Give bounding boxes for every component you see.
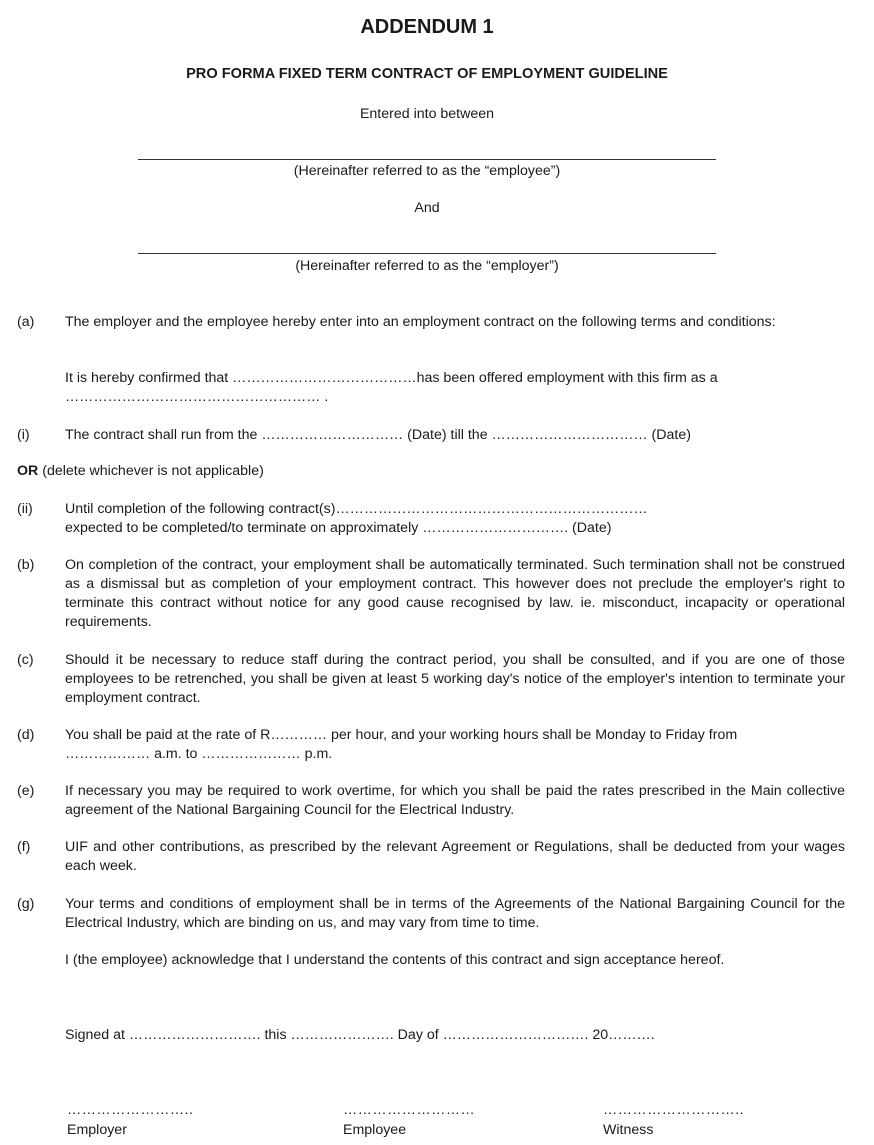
employee-signature-label: Employee [343,1122,407,1138]
employee-name-line[interactable] [138,159,716,160]
or-note-text: (delete whichever is not applicable) [38,463,264,479]
clause-b-label: (b) [17,557,35,573]
document-subtitle: PRO FORMA FIXED TERM CONTRACT OF EMPLOYMENT GUIDELINE [186,66,668,82]
clause-ii-text-1: Until completion of the following contract(s)………………………………………………………… [65,501,648,517]
clause-e-label: (e) [17,783,35,799]
clause-a-text: The employer and the employee hereby enter into an employment contract on the following terms and conditions: [65,314,776,330]
clause-d-text-1: You shall be paid at the rate of R………… per hour, and your working hours shall be Monday to Friday from [65,727,738,743]
employee-signature-line[interactable]: ……………………… [343,1102,476,1118]
witness-signature-label: Witness [603,1122,654,1138]
document-title: ADDENDUM 1 [360,16,494,38]
clause-g-label: (g) [17,896,35,912]
acknowledgement-text: I (the employee) acknowledge that I understand the contents of this contract and sign acceptance hereof. [65,952,725,968]
clause-d-text-2: ……………… a.m. to ………………… p.m. [65,746,333,762]
clause-c-label: (c) [17,652,34,668]
or-note [17,462,264,481]
witness-signature-line[interactable]: ……………………….. [603,1102,745,1118]
clause-d-label: (d) [17,727,35,743]
clause-a-position-line: ……………………………………………… . [65,389,329,405]
clause-f-text: UIF and other contributions, as prescribed by the relevant Agreement or Regulations, shall be deducted from your wages each week. [65,839,845,874]
clause-ii-text-2: expected to be completed/to terminate on approximately …………………………. (Date) [65,520,612,536]
employer-reference: (Hereinafter referred to as the “employer”) [295,258,559,274]
clause-a-confirm-line: It is hereby confirmed that …………………………………has been offered employment with this firm as a [65,370,718,386]
clause-i-label: (i) [17,427,30,443]
employer-signature-line[interactable]: …………………….. [67,1102,194,1118]
clause-i-text: The contract shall run from the ………………………… (Date) till the …………………………… (Date) [65,427,691,443]
clause-f-label: (f) [17,839,31,855]
entered-into-text: Entered into between [359,106,495,122]
signed-at-line: Signed at ………………………. this …………………. Day of …………………………. 20………. [65,1027,655,1043]
employer-name-line[interactable] [138,253,716,254]
or-bold: OR [17,463,39,479]
employee-reference: (Hereinafter referred to as the “employee”) [293,163,561,179]
clause-c-text: Should it be necessary to reduce staff during the contract period, you shall be consulted, and if you are one of those employees to be retrenched, you shall be given at least 5 working day's notice of the employer's intention to terminate your employment contract. [65,652,845,706]
clause-a-label: (a) [17,314,35,330]
and-text: And [414,200,440,216]
clause-ii-label: (ii) [17,501,33,517]
clause-e-text: If necessary you may be required to work overtime, for which you shall be paid the rates prescribed in the Main collective agreement of the National Bargaining Council for the Electrical Industry. [65,783,845,818]
clause-g-text: Your terms and conditions of employment shall be in terms of the Agreements of the National Bargaining Council for the Electrical Industry, which are binding on us, and may vary from time to time. [65,896,845,931]
employer-signature-label: Employer [67,1122,127,1138]
clause-b-text: On completion of the contract, your employment shall be automatically terminated. Such termination shall not be construed as a dismissal but as completion of your employment contract. This however does not preclude the employer's right to terminate this contract without notice for any good cause recognised by law. ie. misconduct, incapacity or operational requirements. [65,557,845,630]
